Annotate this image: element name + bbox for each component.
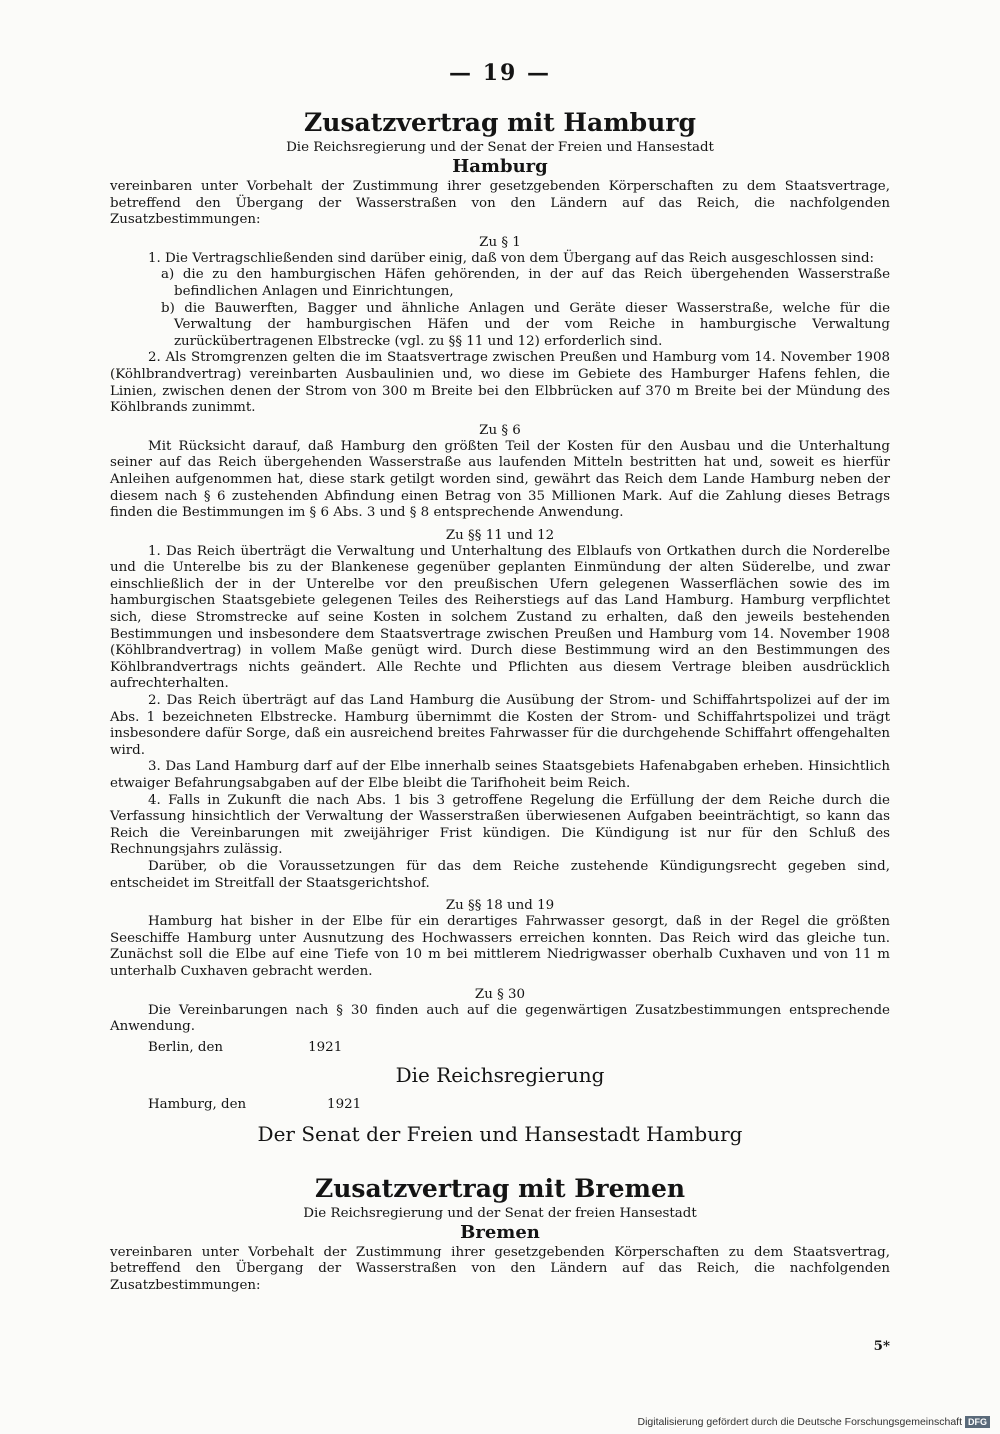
hamburg-city: Hamburg <box>452 156 548 177</box>
section-heading-s6: Zu § 6 <box>479 422 521 438</box>
signature-line-berlin <box>148 1040 890 1055</box>
hamburg-title: Zusatzvertrag mit Hamburg <box>304 108 696 137</box>
year-hamburg: 1921 <box>327 1096 362 1112</box>
s11-paragraph-3: 3. Das Land Hamburg darf auf der Elbe innerhalb seines Staatsgebiets Hafenabgaben erheben. Hinsichtlich etwaiger Befahrungsabgaben auf der Elbe bleibt die Tarifhoheit beim Reich. <box>110 759 890 791</box>
s1-item-a: a) die zu den hamburgischen Häfen gehörenden, in der auf das Reich übergehenden Wasserstraße befindlichen Anlagen und Einrichtungen, <box>161 267 890 299</box>
signatory-reichsregierung: Die Reichsregierung <box>395 1062 605 1087</box>
s1-paragraph-1: 1. Die Vertragschließenden sind darüber einig, daß von dem Übergang auf das Reich ausgeschlossen sind: <box>148 250 875 266</box>
page-body <box>110 60 890 1295</box>
dfg-logo-icon: DFG <box>965 1416 990 1428</box>
s6-paragraph: Mit Rücksicht darauf, daß Hamburg den größten Teil der Kosten für den Ausbau und die Unterhaltung seiner auf das Reich übergehenden Wasserstraße aus laufenden Mitteln bestritten hat und, soweit es hierfür Anleihen aufgenommen hat, diese stark getilgt worden sind, gewährt das Reich dem Lande Hamburg neben der diesem nach § 6 zustehenden Abfindung einen Betrag von 35 Millionen Mark. Auf die Zahlung dieses Betrags finden die Bestimmungen im § 6 Abs. 3 und § 8 entsprechende Anwendung. <box>110 438 890 521</box>
section-heading-s1: Zu § 1 <box>479 234 521 250</box>
s18-paragraph: Hamburg hat bisher in der Elbe für ein derartiges Fahrwasser gesorgt, daß in der Regel die größten Seeschiffe Hamburg unter Ausnutzung des Hochwassers erreichen konnten. Das Reich wird das gleiche tun. Zunächst soll die Elbe auf eine Tiefe von 10 m bei mittlerem Niedrigwasser oberhalb Cuxhaven und von 11 m unterhalb Cuxhaven gebracht werden. <box>110 914 890 979</box>
bremen-preamble: vereinbaren unter Vorbehalt der Zustimmung ihrer gesetzgebenden Körperschaften zu dem Staatsvertrag, betreffend den Übergang der Wasserstraßen von den Ländern auf das Reich, die nachfolgenden Zusatzbestimmungen: <box>110 1244 890 1293</box>
s1-paragraph-2: 2. Als Stromgrenzen gelten die im Staatsvertrage zwischen Preußen und Hamburg vom 14. November 1908 (Köhlbrandvertrag) vereinbarten Ausbaulinien und, wo diese im Gebiete des Hamburger Hafens fehlen, die Linien, zwischen denen der Strom von 300 m Breite bei den Elbbrücken auf 370 m Breite bei der Mündung des Köhlbrands zunimmt. <box>110 350 890 416</box>
s1-item-b: b) die Bauwerften, Bagger und ähnliche Anlagen und Geräte dieser Wasserstraße, welche für die Verwaltung der hamburgischen Häfen und der vom Reiche in hamburgische Verwaltung zurückübertragenen Elbstrecke (vgl. zu §§ 11 und 12) erforderlich sind. <box>161 300 890 349</box>
s11-paragraph-4: 4. Falls in Zukunft die nach Abs. 1 bis 3 getroffene Regelung die Erfüllung der dem Reiche durch die Verfassung hinsichtlich der Verwaltung der Wasserstraßen überwiesenen Aufgaben beeinträchtigt, so kann das Reich die Vereinbarungen mit zweijähriger Frist kündigen. Die Kündigung ist nur für den Schluß des Rechnungsjahrs zulässig. <box>110 792 890 858</box>
section-heading-s30: Zu § 30 <box>474 986 526 1002</box>
digitization-footer <box>637 1416 990 1428</box>
bremen-title: Zusatzvertrag mit Bremen <box>314 1173 686 1203</box>
signature-line-hamburg <box>148 1097 890 1112</box>
s30-paragraph: Die Vereinbarungen nach § 30 finden auch auf die gegenwärtigen Zusatzbestimmungen entsprechende Anwendung. <box>110 1002 890 1035</box>
place-date-berlin: Berlin, den <box>148 1039 223 1055</box>
section-heading-s18: Zu §§ 18 und 19 <box>445 898 555 914</box>
year-berlin: 1921 <box>308 1039 343 1055</box>
bremen-city: Bremen <box>460 1221 540 1243</box>
hamburg-intro-line: Die Reichsregierung und der Senat der Freien und Hansestadt <box>286 140 714 155</box>
s11-paragraph-2: 2. Das Reich überträgt auf das Land Hamburg die Ausübung der Strom- und Schiffahrtspolizei auf der im Abs. 1 bezeichneten Elbstrecke. Hamburg übernimmt die Kosten der Strom- und Schiffahrtspolizei und trägt insbesondere dafür Sorge, daß ein ausreichend breites Fahrwasser für die durchgehende Schiffahrt offengehalten wird. <box>110 693 890 758</box>
signatory-senat-hamburg: Der Senat der Freien und Hansestadt Hamburg <box>257 1121 743 1146</box>
hamburg-preamble: vereinbaren unter Vorbehalt der Zustimmung ihrer gesetzgebenden Körperschaften zu dem Staatsvertrage, betreffend den Übergang der Wasserstraßen von den Ländern auf das Reich, die nachfolgenden Zusatzbestimmungen: <box>110 179 890 228</box>
section-heading-s11: Zu §§ 11 und 12 <box>445 527 555 543</box>
footer-text: Digitalisierung gefördert durch die Deutsche Forschungsgemeinschaft <box>637 1416 962 1428</box>
page-number: — 19 — <box>449 60 551 86</box>
s11-paragraph-5: Darüber, ob die Voraussetzungen für das dem Reiche zustehende Kündigungsrecht gegeben sind, entscheidet im Streitfall der Staatsgerichtshof. <box>110 858 890 891</box>
place-date-hamburg: Hamburg, den <box>148 1096 247 1112</box>
s11-paragraph-1: 1. Das Reich überträgt die Verwaltung und Unterhaltung des Elblaufs von Ortkathen durch die Norderelbe und die Unterelbe bis zu der Blankenese gegenüber geplanten Einmündung der alten Süderelbe, und zwar einschließlich der in der Unterelbe vor den preußischen Ufern gelegenen Wasserflächen sowie des im hamburgischen Staatsgebiete gelegenen Teiles des Reiherstiegs auf das Land Hamburg. Hamburg verpflichtet sich, diese Stromstrecke auf seine Kosten in solchem Zustand zu erhalten, daß den jeweils bestehenden Bestimmungen und insbesondere dem Staatsvertrage zwischen Preußen und Hamburg vom 14. November 1908 (Köhlbrandvertrag) in vollem Maße genügt wird. Durch diese Bestimmung wird an den Bestimmungen des Köhlbrandvertrags nichts geändert. Alle Rechte und Pflichten aus diesem Vertrage bleiben ausdrücklich aufrechterhalten. <box>110 543 890 692</box>
sheet-signature-mark: 5* <box>873 1338 890 1354</box>
bremen-intro-line: Die Reichsregierung und der Senat der freien Hansestadt <box>303 1205 697 1221</box>
